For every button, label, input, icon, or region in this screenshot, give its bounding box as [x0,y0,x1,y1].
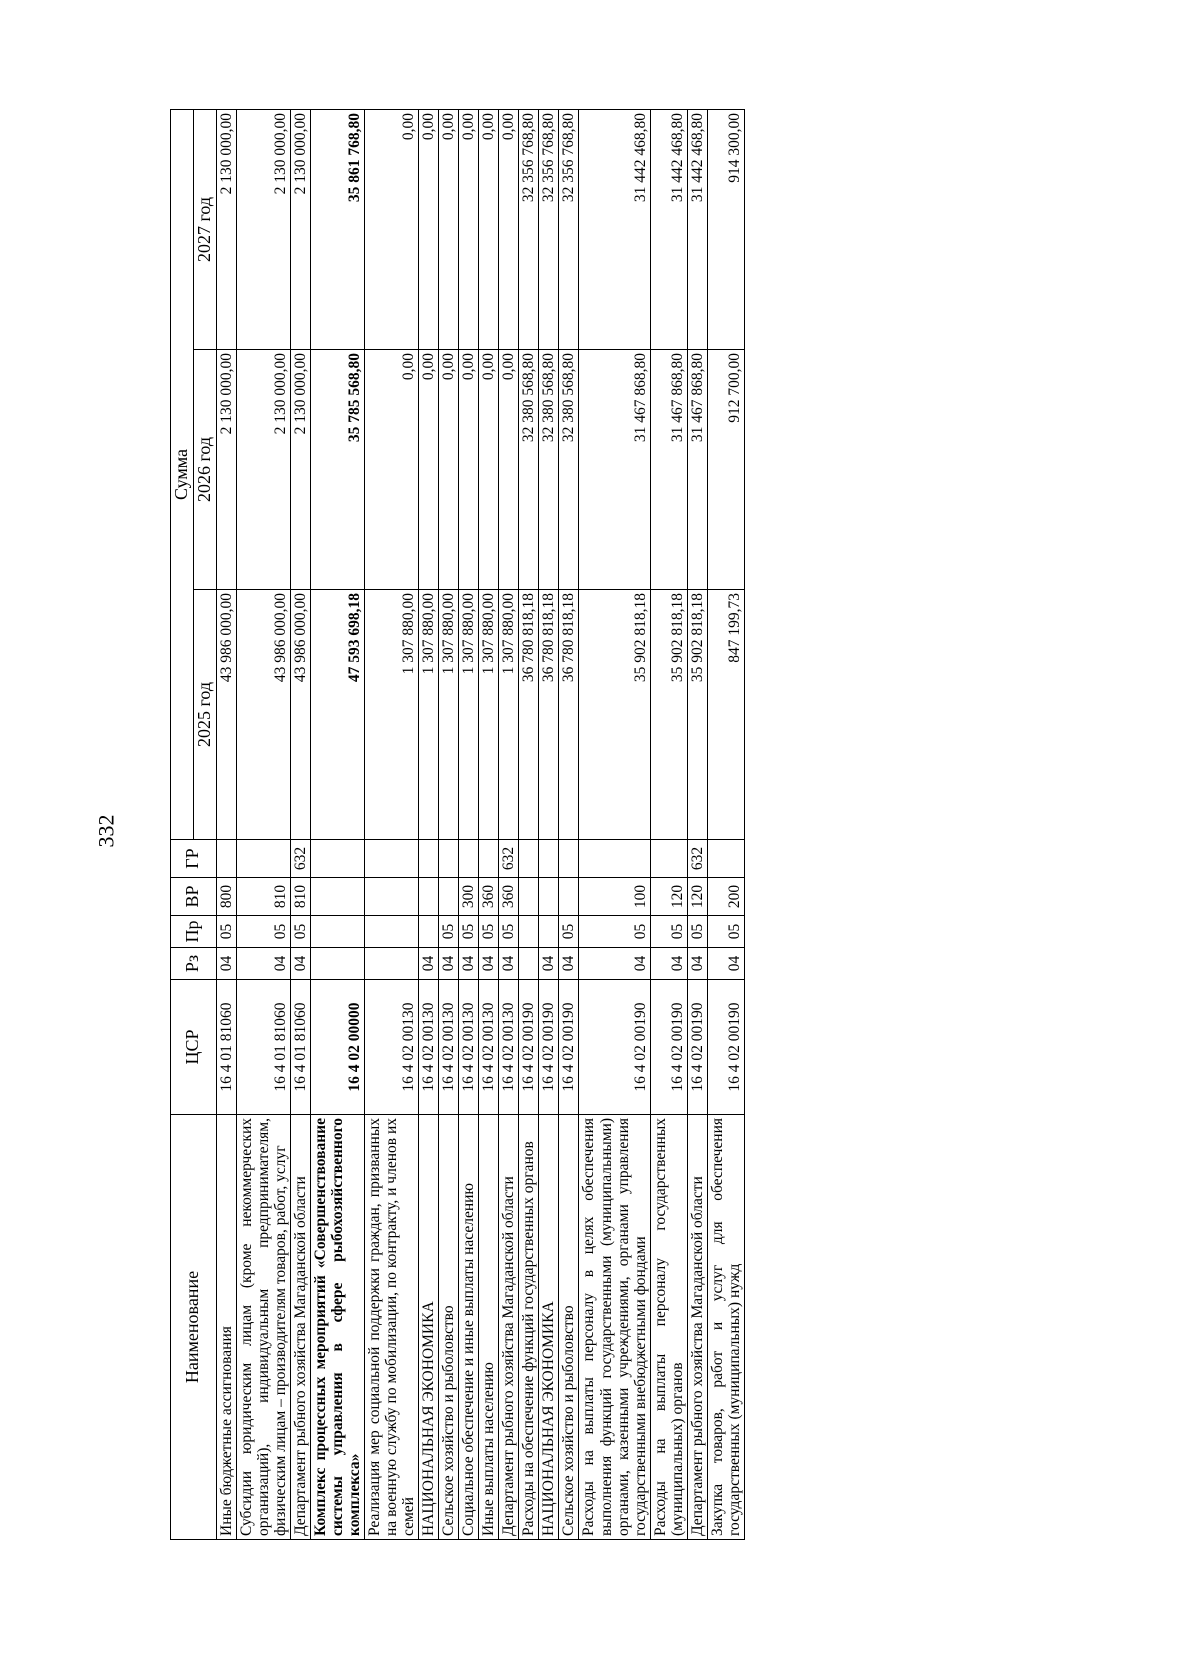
table-row [519,109,539,1539]
row-gr [419,840,439,878]
table-row [707,109,744,1539]
row-gr [579,840,650,878]
row-2027: 2 130 000,00 [216,109,236,349]
row-2025: 36 780 818,18 [519,590,539,840]
row-name: Расходы на выплаты персоналу в целях обеспечения выполнения функций государственными (муниципальными) органами, казенными учреждениями, органами управления государственными внебюджетными фондами [579,1115,650,1540]
row-2026: 0,00 [439,350,459,590]
row-pr: 05 [290,916,310,948]
header-2026: 2026 год [193,350,216,590]
row-name: Социальное обеспечение и иные выплаты населению [459,1115,479,1540]
table-body [216,109,744,1539]
row-2026: 31 467 868,80 [579,350,650,590]
row-pr [519,916,539,948]
row-2026: 31 467 868,80 [687,350,707,590]
header-vr: ВР [171,878,217,916]
row-csr: 16 4 02 00190 [539,980,559,1115]
row-vr: 120 [650,878,687,916]
row-rz [519,948,539,980]
row-2027: 0,00 [479,109,499,349]
row-2026: 31 467 868,80 [650,350,687,590]
row-rz: 04 [559,948,579,980]
header-gr: ГР [171,840,217,878]
row-vr [364,878,418,916]
table-row [310,109,364,1539]
row-pr: 05 [650,916,687,948]
row-vr: 300 [459,878,479,916]
row-2025: 1 307 880,00 [419,590,439,840]
row-2025: 1 307 880,00 [499,590,519,840]
row-2027: 2 130 000,00 [236,109,290,349]
header-row-1 [171,109,194,1539]
row-2027: 0,00 [459,109,479,349]
row-vr: 810 [290,878,310,916]
row-rz: 04 [539,948,559,980]
row-2027: 2 130 000,00 [290,109,310,349]
row-rz: 04 [687,948,707,980]
row-vr: 360 [499,878,519,916]
row-2025: 35 902 818,18 [687,590,707,840]
row-2027: 32 356 768,80 [519,109,539,349]
row-2026: 912 700,00 [707,350,744,590]
table-row [236,109,290,1539]
row-2025: 1 307 880,00 [459,590,479,840]
row-gr [459,840,479,878]
row-name: Иные выплаты населению [479,1115,499,1540]
row-gr [559,840,579,878]
row-rz: 04 [459,948,479,980]
table-row [479,109,499,1539]
row-2026: 32 380 568,80 [539,350,559,590]
header-sum: Сумма [171,109,194,839]
row-csr: 16 4 02 00130 [364,980,418,1115]
row-name: Расходы на выплаты персоналу государственных (муниципальных) органов [650,1115,687,1540]
row-rz [364,948,418,980]
row-2025: 43 986 000,00 [290,590,310,840]
budget-table [170,109,745,1540]
row-2026: 32 380 568,80 [519,350,539,590]
row-vr [439,878,459,916]
row-2027: 0,00 [419,109,439,349]
row-csr: 16 4 02 00190 [559,980,579,1115]
row-vr [310,878,364,916]
row-name: Реализация мер социальной поддержки граждан, призванных на военную службу по мобилизации, по контракту, и членов их семей [364,1115,418,1540]
rotated-table-container [170,110,745,1540]
row-2027: 31 442 468,80 [579,109,650,349]
row-rz: 04 [499,948,519,980]
row-2027: 32 356 768,80 [559,109,579,349]
row-gr [519,840,539,878]
row-csr: 16 4 01 81060 [236,980,290,1115]
row-csr: 16 4 02 00130 [479,980,499,1115]
row-vr: 120 [687,878,707,916]
row-gr [364,840,418,878]
row-name: Субсидии юридическим лицам (кроме некоммерческих организаций), индивидуальным предпринимателям, физическим лицам – производителям товаров, работ, услуг [236,1115,290,1540]
row-csr: 16 4 01 81060 [216,980,236,1115]
table-row [650,109,687,1539]
row-pr: 05 [439,916,459,948]
table-row [687,109,707,1539]
row-pr: 05 [687,916,707,948]
row-pr [364,916,418,948]
row-gr [236,840,290,878]
row-csr: 16 4 01 81060 [290,980,310,1115]
row-gr [216,840,236,878]
row-gr [310,840,364,878]
row-2025: 35 902 818,18 [650,590,687,840]
table-row [499,109,519,1539]
table-row [216,109,236,1539]
row-2026: 2 130 000,00 [216,350,236,590]
row-2025: 36 780 818,18 [559,590,579,840]
row-rz: 04 [650,948,687,980]
table-row [290,109,310,1539]
row-pr [419,916,439,948]
row-2026: 0,00 [499,350,519,590]
row-rz: 04 [479,948,499,980]
row-pr: 05 [499,916,519,948]
row-rz: 04 [707,948,744,980]
row-name: Сельское хозяйство и рыболовство [559,1115,579,1540]
row-csr: 16 4 02 00190 [650,980,687,1115]
row-2026: 0,00 [364,350,418,590]
header-rz: Рз [171,948,217,980]
row-vr: 810 [236,878,290,916]
row-pr: 05 [216,916,236,948]
row-2027: 31 442 468,80 [650,109,687,349]
row-2027: 0,00 [499,109,519,349]
row-csr: 16 4 02 00000 [310,980,364,1115]
row-rz: 04 [419,948,439,980]
row-vr [419,878,439,916]
row-gr: 632 [687,840,707,878]
row-2027: 31 442 468,80 [687,109,707,349]
row-2026: 2 130 000,00 [290,350,310,590]
row-2026: 2 130 000,00 [236,350,290,590]
row-csr: 16 4 02 00190 [687,980,707,1115]
row-vr [539,878,559,916]
row-pr: 05 [479,916,499,948]
row-gr [479,840,499,878]
header-csr: ЦСР [171,980,217,1115]
row-name: НАЦИОНАЛЬНАЯ ЭКОНОМИКА [539,1115,559,1540]
row-2026: 0,00 [479,350,499,590]
row-2026: 35 785 568,80 [310,350,364,590]
row-vr: 360 [479,878,499,916]
row-2027: 914 300,00 [707,109,744,349]
row-vr: 100 [579,878,650,916]
row-2027: 0,00 [364,109,418,349]
row-name: НАЦИОНАЛЬНАЯ ЭКОНОМИКА [419,1115,439,1540]
row-gr [439,840,459,878]
row-pr: 05 [559,916,579,948]
row-name: Департамент рыбного хозяйства Магаданской области [290,1115,310,1540]
row-pr: 05 [459,916,479,948]
row-gr [539,840,559,878]
row-rz: 04 [236,948,290,980]
table-row [364,109,418,1539]
row-2025: 47 593 698,18 [310,590,364,840]
header-name: Наименование [171,1115,217,1540]
row-name: Иные бюджетные ассигнования [216,1115,236,1540]
row-csr: 16 4 02 00190 [519,980,539,1115]
row-vr: 800 [216,878,236,916]
row-gr [650,840,687,878]
table-row [539,109,559,1539]
row-rz: 04 [216,948,236,980]
header-pr: Пр [171,916,217,948]
row-vr [519,878,539,916]
row-gr [707,840,744,878]
row-2027: 35 861 768,80 [310,109,364,349]
table-row [579,109,650,1539]
row-2025: 43 986 000,00 [216,590,236,840]
row-2025: 1 307 880,00 [439,590,459,840]
page-number: 332 [93,814,119,848]
row-name: Департамент рыбного хозяйства Магаданской области [499,1115,519,1540]
row-csr: 16 4 02 00190 [707,980,744,1115]
row-2025: 1 307 880,00 [364,590,418,840]
row-2026: 0,00 [419,350,439,590]
row-rz: 04 [439,948,459,980]
row-name: Комплекс процессных мероприятий «Совершенствование системы управления в сфере рыбохозяйственного комплекса» [310,1115,364,1540]
row-pr: 05 [236,916,290,948]
row-2027: 0,00 [439,109,459,349]
row-2025: 43 986 000,00 [236,590,290,840]
row-name: Расходы на обеспечение функций государственных органов [519,1115,539,1540]
row-pr [310,916,364,948]
row-name: Департамент рыбного хозяйства Магаданской области [687,1115,707,1540]
row-name: Закупка товаров, работ и услуг для обеспечения государственных (муниципальных) нужд [707,1115,744,1540]
row-2027: 32 356 768,80 [539,109,559,349]
row-csr: 16 4 02 00130 [419,980,439,1115]
row-pr [539,916,559,948]
row-csr: 16 4 02 00190 [579,980,650,1115]
row-vr: 200 [707,878,744,916]
table-row [559,109,579,1539]
row-pr: 05 [579,916,650,948]
row-gr: 632 [499,840,519,878]
row-vr [559,878,579,916]
row-pr: 05 [707,916,744,948]
row-name: Сельское хозяйство и рыболовство [439,1115,459,1540]
table-row [419,109,439,1539]
row-2025: 35 902 818,18 [579,590,650,840]
row-2025: 847 199,73 [707,590,744,840]
row-gr: 632 [290,840,310,878]
row-2025: 1 307 880,00 [479,590,499,840]
header-2025: 2025 год [193,590,216,840]
row-2026: 32 380 568,80 [559,350,579,590]
row-csr: 16 4 02 00130 [459,980,479,1115]
row-2025: 36 780 818,18 [539,590,559,840]
row-rz: 04 [290,948,310,980]
row-rz: 04 [579,948,650,980]
row-csr: 16 4 02 00130 [499,980,519,1115]
header-2027: 2027 год [193,109,216,349]
row-csr: 16 4 02 00130 [439,980,459,1115]
row-2026: 0,00 [459,350,479,590]
table-row [459,109,479,1539]
row-rz [310,948,364,980]
table-row [439,109,459,1539]
